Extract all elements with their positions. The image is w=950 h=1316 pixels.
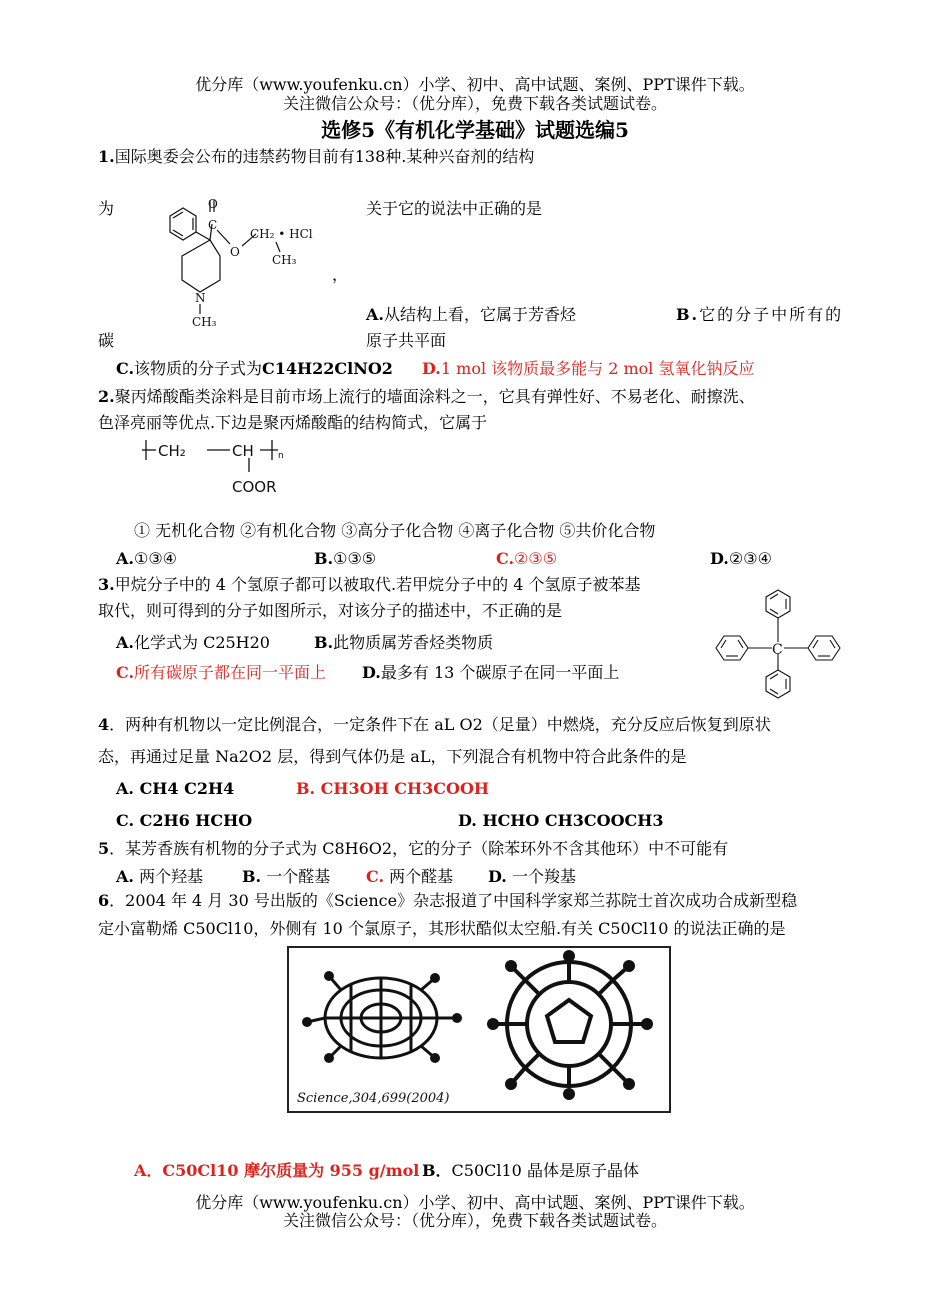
q4-option-c: C. C2H6 HCHO — [116, 811, 253, 830]
q1-option-c-formula: C14H22ClNO2 — [262, 359, 393, 378]
q1-label-c: C — [208, 218, 218, 232]
q3-option-d: D.最多有 13 个碳原子在同一平面上 — [362, 663, 620, 682]
q4-stem-2: 态，再通过足量 Na2O2 层，得到气体仍是 aL，下列混合有机物中符合此条件的是 — [98, 747, 687, 766]
q5-stem: 5．某芳香族有机物的分子式为 C8H6O2，它的分子（除苯环外不含其他环）中不可能有 — [98, 839, 729, 858]
q6-stem-2: 定小富勒烯 C50Cl10，外侧有 10 个氯原子，其形状酷似太空船.有关 C50Cl10 的说法正确的是 — [98, 919, 786, 938]
q3-option-c: C.所有碳原子都在同一平面上 — [116, 663, 327, 682]
q2-option-b: B.①③⑤ — [314, 549, 377, 568]
q6-option-a: A．C50Cl10 摩尔质量为 955 g/mol — [134, 1161, 420, 1180]
q6-figure-caption: Science,304,699(2004) — [297, 1091, 450, 1106]
page-title: 选修5《有机化学基础》试题选编5 — [321, 118, 629, 142]
q1-label-n: N — [195, 291, 206, 305]
q2-option-a: A.①③④ — [116, 549, 178, 568]
q2-label-n: n — [278, 451, 284, 461]
q4-option-a: A. CH4 C2H4 — [116, 779, 235, 798]
q3-stem-1: 3.甲烷分子中的 4 个氢原子都可以被取代.若甲烷分子中的 4 个氢原子被苯基 — [98, 575, 641, 594]
footer-line-2: 关注微信公众号：（优分库），免费下载各类试题试卷。 — [282, 1211, 667, 1230]
q6-option-b: B．C50Cl10 晶体是原子晶体 — [422, 1161, 639, 1180]
q1-option-b-cont1: 碳 — [98, 331, 115, 350]
q6-fullerene-drawing — [289, 948, 669, 1111]
q3-option-b: B.此物质属芳香烃类物质 — [314, 633, 494, 652]
q2-option-c: C.②③⑤ — [496, 549, 558, 568]
q2-label-coor: COOR — [232, 478, 277, 496]
q5-option-c: C. 两个醛基 — [366, 867, 454, 886]
q1-label-ch2-hcl: CH₂ • HCl — [250, 227, 313, 241]
q1-label-o: O — [208, 197, 218, 211]
q5-option-d: D. 一个羧基 — [488, 867, 576, 886]
q3-center-carbon: C — [772, 642, 783, 658]
q1-option-d: D.1 mol 该物质最多能与 2 mol 氢氧化钠反应 — [422, 359, 755, 378]
q6-stem-1: 6．2004 年 4 月 30 号出版的《Science》杂志报道了中国科学家郑兰荪院士首次成功合成新型稳 — [98, 891, 798, 910]
q3-tetraphenylmethane-figure — [712, 584, 844, 714]
header-line-1: 优分库（www.youfenku.cn）小学、初中、高中试题、案例、PPT课件下载。 — [195, 75, 755, 94]
q5-option-a: A. 两个羟基 — [116, 867, 204, 886]
q2-structure-figure — [140, 434, 310, 500]
q2-stem-1: 2.聚丙烯酸酯类涂料是目前市场上流行的墙面涂料之一，它具有弹性好、不易老化、耐擦洗、 — [98, 387, 755, 406]
header-line-2: 关注微信公众号：（优分库），免费下载各类试题试卷。 — [282, 94, 667, 113]
q2-label-ch2: CH₂ — [158, 442, 186, 460]
q2-choices: ① 无机化合物 ②有机化合物 ③高分子化合物 ④离子化合物 ⑤共价化合物 — [134, 521, 656, 540]
q1-stem: 1.国际奥委会公布的违禁药物目前有138种.某种兴奋剂的结构 — [98, 147, 535, 166]
q1-label-ch3: CH₃ — [272, 253, 297, 267]
q2-stem-2: 色泽亮丽等优点.下边是聚丙烯酸酯的结构简式，它属于 — [98, 413, 488, 432]
q3-stem-2: 取代，则可得到的分子如图所示，对该分子的描述中，不正确的是 — [98, 601, 563, 620]
q1-option-b-cont2: 原子共平面 — [366, 331, 447, 350]
q4-option-b: B. CH3OH CH3COOH — [296, 779, 489, 798]
q3-option-a: A.化学式为 C25H20 — [116, 633, 270, 652]
q1-label-ch3-n: CH₃ — [192, 315, 217, 329]
q1-option-b: B.它的分子中所有的 — [676, 305, 844, 324]
q1-label-ester-o: O — [230, 245, 240, 259]
q4-stem-1: 4．两种有机物以一定比例混合，一定条件下在 aL O2（足量）中燃烧，充分反应后恢复到原状 — [98, 715, 771, 734]
q1-stem-pre: 为 — [98, 199, 115, 218]
q2-label-ch: CH — [232, 442, 254, 460]
q1-stem-post: 关于它的说法中正确的是 — [366, 199, 543, 218]
q1-option-a: A.从结构上看，它属于芳香烃 — [366, 305, 576, 324]
q6-fullerene-figure — [287, 946, 671, 1113]
q1-option-c: C.该物质的分子式为C14H22ClNO2 — [116, 359, 393, 378]
q4-option-d: D. HCHO CH3COOCH3 — [458, 811, 664, 830]
q5-option-b: B. 一个醛基 — [242, 867, 331, 886]
q1-structure-figure — [150, 190, 340, 332]
footer-line-1: 优分库（www.youfenku.cn）小学、初中、高中试题、案例、PPT课件下载。 — [195, 1193, 755, 1212]
q2-option-d: D.②③④ — [710, 549, 772, 568]
q1-comma: ， — [332, 265, 349, 284]
